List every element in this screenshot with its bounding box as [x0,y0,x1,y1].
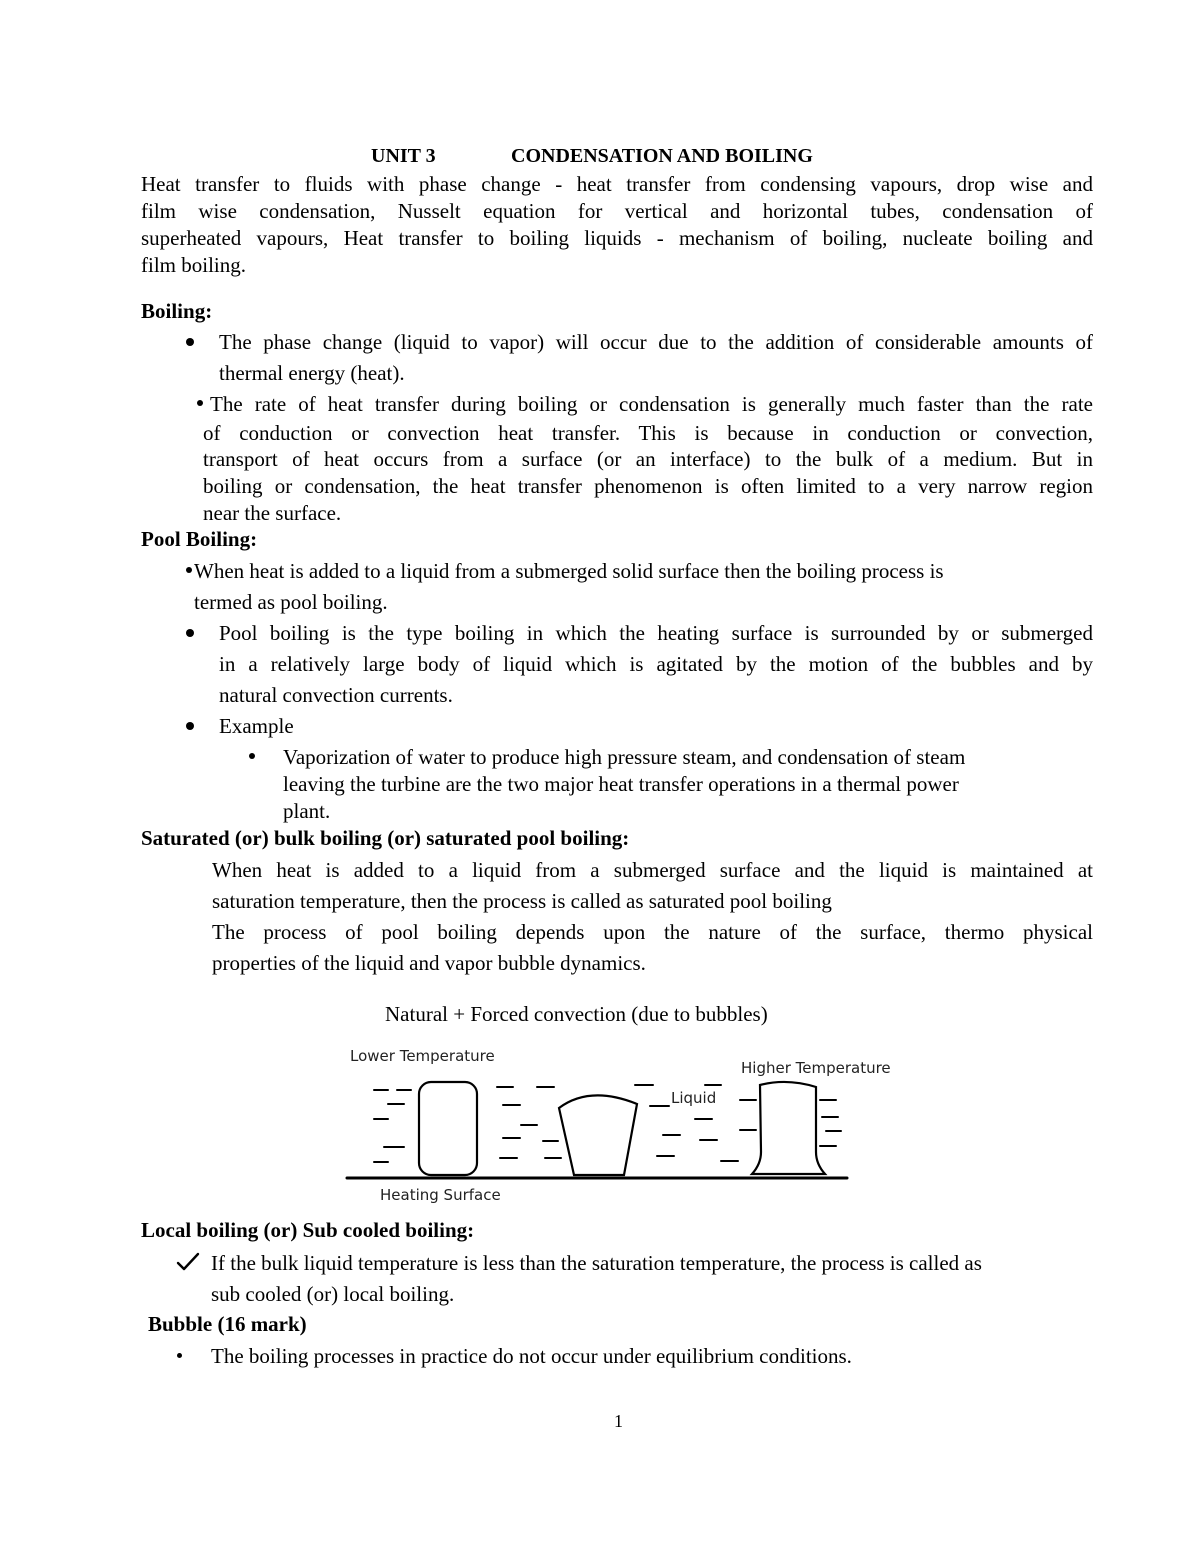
diagram-label-heating-surface: Heating Surface [380,1186,501,1204]
saturated-p1-line-2: saturation temperature, then the process is called as saturated pool boiling [212,889,832,913]
bullet-icon [186,338,194,346]
pool-boiling-diagram [340,1060,860,1190]
bullet-icon [177,1353,182,1358]
boiling-bullet-2-line-1: The rate of heat transfer during boiling or condensation is generally much faster than the rate [210,392,1093,416]
section-heading-local-boiling: Local boiling (or) Sub cooled boiling: [141,1218,475,1242]
section-heading-boiling: Boiling: [141,299,213,323]
pool-sub-bullet-line-2: leaving the turbine are the two major heat transfer operations in a thermal power [283,772,959,796]
bullet-icon [197,400,203,406]
saturated-p2-line-1: The process of pool boiling depends upon the nature of the surface, thermo physical [212,920,1093,944]
diagram-label-lower-temperature: Lower Temperature [350,1047,495,1065]
section-heading-saturated: Saturated (or) bulk boiling (or) saturated pool boiling: [141,826,630,850]
intro-line-1: Heat transfer to fluids with phase change - heat transfer from condensing vapours, drop wise and [141,172,1093,196]
pool-bullet-2-line-1: Pool boiling is the type boiling in which the heating surface is surrounded by or submerged [219,621,1093,645]
pool-bullet-2-line-3: natural convection currents. [219,683,453,707]
figure-caption: Natural + Forced convection (due to bubbles) [385,1002,768,1026]
pool-bullet-3: Example [219,714,294,738]
diagram-label-higher-temperature: Higher Temperature [741,1059,891,1077]
intro-line-3: superheated vapours, Heat transfer to boiling liquids - mechanism of boiling, nucleate boiling and [141,226,1093,250]
local-boiling-line-1: If the bulk liquid temperature is less than the saturation temperature, the process is called as [211,1251,982,1275]
boiling-bullet-1-line-2: thermal energy (heat). [219,361,405,385]
pool-bullet-1-line-1: When heat is added to a liquid from a submerged solid surface then the boiling process is [194,559,944,583]
unit-number: UNIT 3 [371,145,436,167]
bullet-icon [186,567,192,573]
intro-line-2: film wise condensation, Nusselt equation for vertical and horizontal tubes, condensation of [141,199,1093,223]
local-boiling-line-2: sub cooled (or) local boiling. [211,1282,455,1306]
boiling-bullet-2-line-2: of conduction or convection heat transfer. This is because in conduction or convection, [203,421,1093,445]
vapor-bubble-3 [752,1082,825,1174]
bullet-icon [186,722,194,730]
saturated-p2-line-2: properties of the liquid and vapor bubble dynamics. [212,951,646,975]
pool-bullet-2-line-2: in a relatively large body of liquid which is agitated by the motion of the bubbles and by [219,652,1093,676]
bubble-bullet-1: The boiling processes in practice do not occur under equilibrium conditions. [211,1344,852,1368]
boiling-bullet-1-line-1: The phase change (liquid to vapor) will occur due to the addition of considerable amounts of [219,330,1093,354]
page-title: CONDENSATION AND BOILING [511,145,813,167]
pool-sub-bullet-line-3: plant. [283,799,331,823]
diagram-label-liquid: Liquid [671,1089,717,1107]
section-heading-bubble: Bubble (16 mark) [148,1312,307,1336]
bullet-icon [186,629,194,637]
boiling-bullet-2-line-4: boiling or condensation, the heat transfer phenomenon is often limited to a very narrow region [203,474,1093,498]
vapor-bubble-1 [419,1082,477,1175]
bullet-icon [249,753,255,759]
saturated-p1-line-1: When heat is added to a liquid from a submerged surface and the liquid is maintained at [212,858,1093,882]
intro-line-4: film boiling. [141,253,246,277]
boiling-bullet-2-line-3: transport of heat occurs from a surface (or an interface) to the bulk of a medium. But in [203,447,1093,471]
pool-bullet-1-line-2: termed as pool boiling. [194,590,388,614]
check-icon [176,1252,200,1272]
boiling-bullet-2-line-5: near the surface. [203,501,342,525]
section-heading-pool-boiling: Pool Boiling: [141,527,258,551]
vapor-bubble-2 [559,1095,637,1175]
page-number: 1 [614,1411,623,1431]
pool-sub-bullet-line-1: Vaporization of water to produce high pressure steam, and condensation of steam [283,745,966,769]
